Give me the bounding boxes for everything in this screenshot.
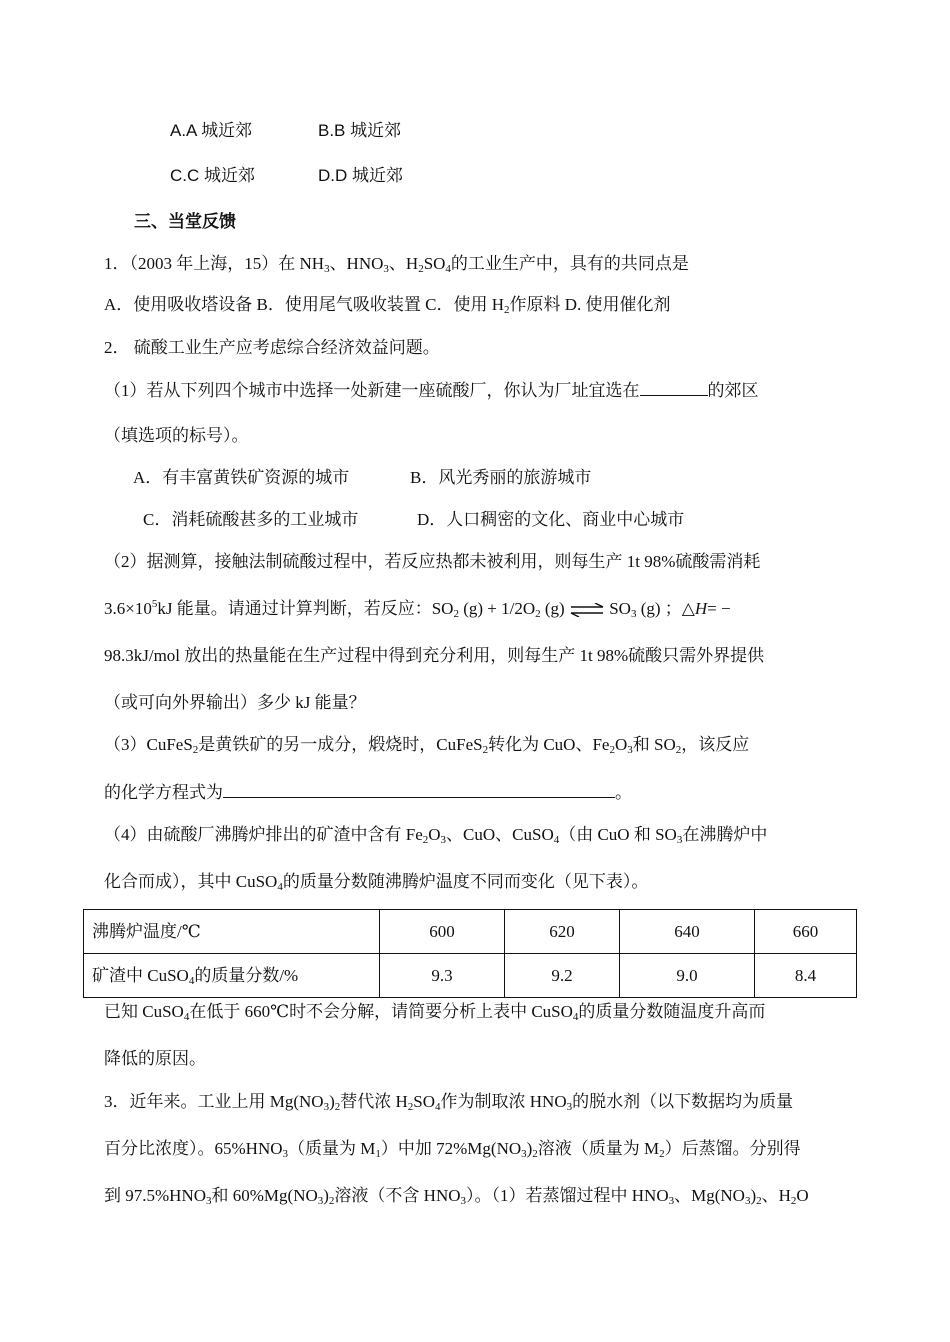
q2-option-d: D．人口稠密的文化、商业中心城市 [417, 510, 685, 529]
prev-option-a: A.A 城近郊 [170, 121, 253, 140]
q2-part1-line2: （填选项的标号）。 [104, 426, 249, 445]
table-row [84, 954, 857, 998]
table-cell: 9.0 [620, 954, 755, 998]
table-cell: 640 [620, 910, 755, 954]
q2-option-b: B．风光秀丽的旅游城市 [410, 468, 592, 487]
q2-after-table-line2: 降低的原因。 [104, 1049, 206, 1068]
table-cell: 660 [755, 910, 857, 954]
q2-part3-line1: （3）CuFeS$_2$是黄铁矿的另一成分，煅烧时，CuFeS$_2$转化为 CuO、$Fe_2O_3$和 $SO_2$，该反应 [104, 735, 750, 756]
q1-stem: 1．（2003 年上海，15）在 $NH_3$、$HNO_3$、$H_2SO_4$的工业生产中，具有的共同点是 [104, 254, 689, 275]
q2-part2-line1: （2）据测算，接触法制硫酸过程中，若反应热都未被利用，则每生产 1t 98%硫酸需消耗 [104, 552, 761, 571]
q2-stem: 2． 硫酸工业生产应考虑综合经济效益问题。 [104, 338, 440, 357]
q2-part4-line2: 化合而成），其中 CuSO$_4$的质量分数随沸腾炉温度不同而变化（见下表）。 [104, 872, 649, 893]
table-cell: 620 [505, 910, 620, 954]
table-cell: 9.2 [505, 954, 620, 998]
q2-part2-line4: （或可向外界输出）多少 kJ 能量？ [104, 693, 366, 712]
q3-line3: 到 $97.5\%HNO_3$和 $60\%Mg(NO_3)_2$溶液（不含 $HNO_3$）。（1）若蒸馏过程中 $HNO_3$、$Mg(NO_3)_2$、$H_2O$ [104, 1186, 809, 1207]
answer-blank [223, 780, 615, 798]
section-heading: 三、当堂反馈 [134, 212, 236, 231]
table-cell: 600 [380, 910, 505, 954]
answer-blank [640, 378, 708, 396]
table-row-label: 矿渣中 CuSO$_4$的质量分数/% [84, 954, 380, 998]
table-row-label: 沸腾炉温度/℃ [84, 910, 380, 954]
temperature-data-table [83, 909, 857, 998]
prev-option-b: B.B 城近郊 [318, 121, 402, 140]
equilibrium-arrow-icon [569, 603, 605, 617]
q1-options: A．使用吸收塔设备 B．使用尾气吸收装置 C．使用 $H_2$作原料 D. 使用催化剂 [104, 295, 671, 316]
q2-part1-line1: （1）若从下列四个城市中选择一处新建一座硫酸厂，你认为厂址宜选在 的郊区 [104, 378, 759, 403]
table-row [84, 910, 857, 954]
q3-line1: 3．近年来。工业上用 $Mg(NO_3)_2$替代浓 $H_2SO_4$作为制取浓 $HNO_3$的脱水剂（以下数据均为质量 [104, 1092, 794, 1113]
q3-line2: 百分比浓度）。$65\%HNO_3$（质量为 $M_1$）中加 $72\%Mg(NO_3)_2$溶液（质量为 $M_2$）后蒸馏。分别得 [104, 1139, 801, 1160]
prev-option-c: C.C 城近郊 [170, 166, 255, 185]
table-cell: 8.4 [755, 954, 857, 998]
q2-option-a: A．有丰富黄铁矿资源的城市 [133, 468, 350, 487]
q2-part4-line1: （4）由硫酸厂沸腾炉排出的矿渣中含有 $Fe_2O_3$、CuO、CuSO$_4$（由 CuO 和 $SO_3$在沸腾炉中 [104, 825, 768, 846]
q2-part3-line2: 的化学方程式为 。 [104, 780, 632, 805]
q2-option-c: C．消耗硫酸甚多的工业城市 [143, 510, 359, 529]
prev-option-d: D.D 城近郊 [318, 166, 403, 185]
q2-part2-line3: 98.3kJ/mol 放出的热量能在生产过程中得到充分利用，则每生产 1t 98%硫酸只需外界提供 [104, 646, 765, 665]
q2-part2-line2: $3.6\times 10^5kJ$ 能量。请通过计算判断，若反应：$SO_2$ $(g) + 1/2O_2$ (g) $SO_3$ (g) ；△H= − [104, 598, 731, 620]
q2-after-table-line1: 已知 CuSO$_4$在低于 660℃时不会分解，请简要分析上表中 CuSO$_4$的质量分数随温度升高而 [104, 1002, 766, 1023]
table-cell: 9.3 [380, 954, 505, 998]
